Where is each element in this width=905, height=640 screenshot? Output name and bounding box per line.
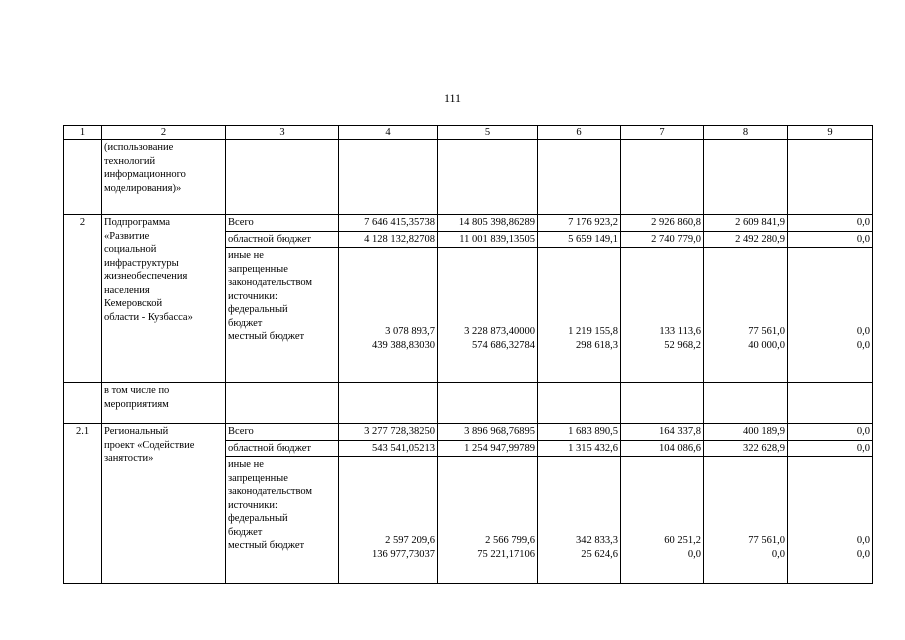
row-number-cell — [64, 383, 102, 424]
row-name-cell — [102, 383, 226, 424]
local-value: 298 618,3 — [576, 339, 618, 351]
value-cell: 1 683 890,5 — [538, 424, 621, 441]
value-cell — [339, 457, 438, 584]
name-line: мероприятиям — [104, 398, 169, 410]
value-cell: 2 926 860,8 — [621, 215, 704, 232]
column-header: 3 — [226, 126, 339, 140]
value-cell: 2 609 841,9 — [704, 215, 788, 232]
column-header: 1 — [64, 126, 102, 140]
empty-cell — [226, 140, 339, 215]
page-number: 111 — [443, 91, 462, 105]
value-cell — [438, 457, 538, 584]
local-value: 439 388,83030 — [372, 339, 435, 351]
empty-cell — [704, 383, 788, 424]
value-cell: 322 628,9 — [704, 440, 788, 457]
column-header: 8 — [704, 126, 788, 140]
table-row — [64, 424, 873, 441]
table-row — [64, 215, 873, 232]
local-value: 52 968,2 — [664, 339, 701, 351]
column-header: 7 — [621, 126, 704, 140]
value-cell: 3 896 968,76895 — [438, 424, 538, 441]
row-name-cell — [102, 140, 226, 215]
empty-cell — [339, 140, 438, 215]
source-label: областной бюджет — [226, 231, 339, 248]
empty-cell — [621, 383, 704, 424]
row-number-cell — [64, 140, 102, 215]
federal-value: 3 078 893,7 — [385, 326, 435, 337]
source-label: областной бюджет — [226, 440, 339, 457]
table-row — [64, 140, 873, 215]
federal-value: 0,0 — [856, 326, 870, 337]
value-cell: 11 001 839,13505 — [438, 231, 538, 248]
local-value: 574 686,32784 — [472, 339, 535, 351]
value-cell — [538, 248, 621, 383]
column-header: 2 — [102, 126, 226, 140]
federal-value: 3 228 873,40000 — [464, 326, 535, 337]
source-line: бюджет — [228, 317, 263, 329]
empty-cell — [538, 383, 621, 424]
federal-value: 1 219 155,8 — [568, 326, 618, 337]
source-line: иные не — [228, 250, 264, 261]
local-value: 0,0 — [856, 548, 870, 560]
value-cell — [788, 248, 873, 383]
name-line: области - Кузбасса» — [104, 311, 193, 323]
source-line: источники: — [228, 499, 278, 511]
name-line: (использование — [104, 142, 174, 153]
column-header: 9 — [788, 126, 873, 140]
value-cell: 2 740 779,0 — [621, 231, 704, 248]
value-cell: 1 254 947,99789 — [438, 440, 538, 457]
name-line: моделирования)» — [104, 182, 182, 194]
value-cell: 0,0 — [788, 440, 873, 457]
empty-cell — [788, 383, 873, 424]
value-cell: 543 541,05213 — [339, 440, 438, 457]
source-label — [226, 457, 339, 584]
row-number-cell: 2.1 — [64, 424, 102, 584]
source-line: источники: — [228, 290, 278, 302]
federal-value: 77 561,0 — [748, 535, 785, 546]
federal-value: 60 251,2 — [664, 535, 701, 546]
empty-cell — [704, 140, 788, 215]
value-cell: 2 492 280,9 — [704, 231, 788, 248]
value-cell: 0,0 — [788, 215, 873, 232]
source-label: Всего — [226, 424, 339, 441]
name-line: технологий — [104, 155, 156, 167]
value-cell — [538, 457, 621, 584]
local-value: 0,0 — [856, 339, 870, 351]
value-cell: 164 337,8 — [621, 424, 704, 441]
local-value: 40 000,0 — [748, 339, 785, 351]
name-line: Региональный — [104, 426, 169, 437]
source-line: запрещенные — [228, 263, 288, 275]
empty-cell — [788, 140, 873, 215]
federal-value: 2 597 209,6 — [385, 535, 435, 546]
value-cell — [621, 457, 704, 584]
local-value: 25 624,6 — [581, 548, 618, 560]
empty-cell — [538, 140, 621, 215]
value-cell — [704, 457, 788, 584]
value-cell: 3 277 728,38250 — [339, 424, 438, 441]
value-cell: 400 189,9 — [704, 424, 788, 441]
source-line: иные не — [228, 459, 264, 470]
name-line: Кемеровской — [104, 298, 163, 309]
name-line: инфраструктуры — [104, 257, 179, 269]
source-line: местный бюджет — [228, 540, 305, 551]
value-cell: 0,0 — [788, 231, 873, 248]
value-cell — [704, 248, 788, 383]
local-value: 75 221,17106 — [477, 548, 535, 560]
column-number-row — [64, 126, 873, 140]
empty-cell — [226, 383, 339, 424]
empty-cell — [438, 140, 538, 215]
federal-value: 2 566 799,6 — [485, 535, 535, 546]
name-line: населения — [104, 284, 150, 296]
source-line: законодательством — [228, 277, 313, 288]
name-line: информационного — [104, 169, 186, 180]
value-cell: 1 315 432,6 — [538, 440, 621, 457]
value-cell: 5 659 149,1 — [538, 231, 621, 248]
federal-value: 133 113,6 — [659, 326, 701, 337]
value-cell: 7 646 415,35738 — [339, 215, 438, 232]
empty-cell — [339, 383, 438, 424]
local-value: 136 977,73037 — [372, 548, 435, 560]
name-line: Подпрограмма — [104, 217, 171, 228]
federal-value: 0,0 — [856, 535, 870, 546]
source-label: Всего — [226, 215, 339, 232]
source-line: федеральный — [228, 304, 288, 315]
column-header: 6 — [538, 126, 621, 140]
source-line: запрещенные — [228, 472, 288, 484]
local-value: 0,0 — [771, 548, 785, 560]
source-line: федеральный — [228, 513, 288, 524]
value-cell — [339, 248, 438, 383]
source-line: законодательством — [228, 486, 313, 497]
column-header: 5 — [438, 126, 538, 140]
value-cell — [621, 248, 704, 383]
value-cell: 4 128 132,82708 — [339, 231, 438, 248]
budget-table — [63, 125, 873, 584]
empty-cell — [438, 383, 538, 424]
source-label — [226, 248, 339, 383]
federal-value: 77 561,0 — [748, 326, 785, 337]
local-value: 0,0 — [687, 548, 701, 560]
value-cell: 14 805 398,86289 — [438, 215, 538, 232]
federal-value: 342 833,3 — [576, 535, 618, 546]
empty-cell — [621, 140, 704, 215]
row-number-cell: 2 — [64, 215, 102, 383]
name-line: занятости» — [104, 453, 154, 464]
value-cell — [438, 248, 538, 383]
value-cell: 7 176 923,2 — [538, 215, 621, 232]
name-line: жизнеобеспечения — [104, 271, 188, 282]
value-cell — [788, 457, 873, 584]
source-line: местный бюджет — [228, 331, 305, 342]
row-name-cell — [102, 215, 226, 383]
table-row — [64, 383, 873, 424]
column-header: 4 — [339, 126, 438, 140]
row-name-cell — [102, 424, 226, 584]
name-line: «Развитие — [104, 230, 150, 242]
name-line: социальной — [104, 244, 157, 255]
name-line: в том числе по — [104, 385, 170, 396]
value-cell: 0,0 — [788, 424, 873, 441]
source-line: бюджет — [228, 526, 263, 538]
value-cell: 104 086,6 — [621, 440, 704, 457]
name-line: проект «Содействие — [104, 439, 195, 451]
